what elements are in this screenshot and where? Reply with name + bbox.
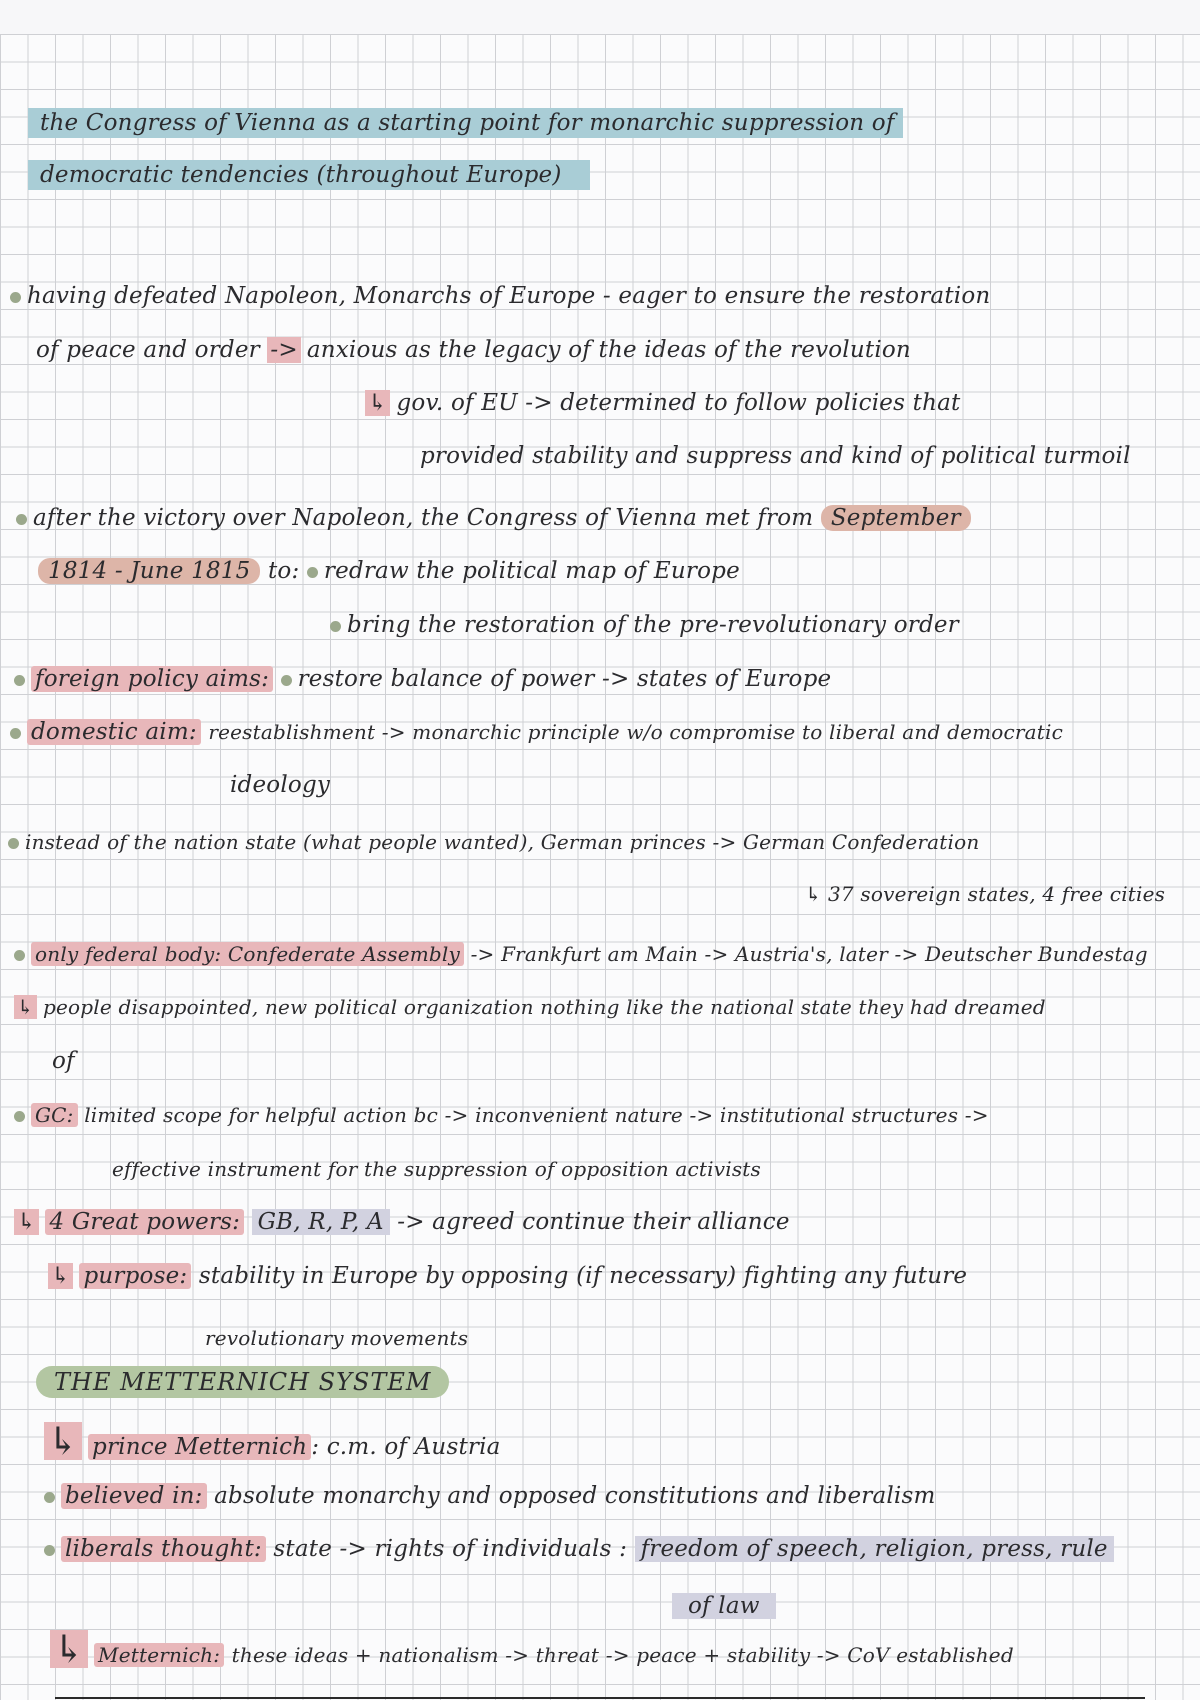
note-line: foreign policy aims: restore balance of power -> states of Europe	[14, 666, 831, 692]
note-line: of peace and order -> anxious as the legacy of the ideas of the revolution	[36, 337, 911, 363]
page-bottom-rule	[55, 1697, 1145, 1699]
bullet-icon	[10, 292, 21, 303]
sub-arrow-icon: ↳	[14, 995, 37, 1019]
bullet-icon	[44, 1492, 55, 1503]
note-line: ↳ prince Metternich : c.m. of Austria	[44, 1422, 501, 1460]
title-line-2: democratic tendencies (throughout Europe)	[28, 162, 590, 188]
bullet-icon	[14, 675, 25, 686]
sub-arrow-icon: ↳	[48, 1263, 73, 1289]
sub-arrow-icon: ↳	[44, 1422, 82, 1460]
bullet-icon	[281, 675, 292, 686]
title-line-1: the Congress of Vienna as a starting point for monarchic suppression of	[28, 110, 903, 136]
note-line: believed in: absolute monarchy and opposed constitutions and liberalism	[44, 1483, 936, 1509]
sub-arrow-icon: ↳	[365, 390, 390, 416]
note-line: liberals thought: state -> rights of individuals : freedom of speech, religion, press, rule	[44, 1536, 1114, 1562]
note-line: of law	[672, 1593, 776, 1619]
note-line: ↳ Metternich: these ideas + nationalism -> threat -> peace + stability -> CoV established	[50, 1630, 1014, 1668]
bullet-icon	[14, 1111, 25, 1122]
note-line: having defeated Napoleon, Monarchs of Europe - eager to ensure the restoration	[10, 283, 990, 309]
note-line: ideology	[230, 772, 331, 798]
section-heading: THE METTERNICH SYSTEM	[36, 1368, 449, 1396]
top-margin	[0, 0, 1200, 34]
note-line: provided stability and suppress and kind of political turmoil	[420, 443, 1131, 469]
note-line: ↳ 37 sovereign states, 4 free cities	[805, 882, 1166, 906]
note-line: ↳ gov. of EU -> determined to follow policies that	[365, 390, 960, 416]
note-line: instead of the nation state (what people wanted), German princes -> German Confederation	[8, 830, 979, 854]
arrow-icon: ->	[267, 337, 300, 363]
bullet-icon	[8, 838, 19, 849]
bullet-icon	[10, 728, 21, 739]
note-line: effective instrument for the suppression of opposition activists	[112, 1157, 762, 1181]
bullet-icon	[14, 950, 25, 961]
sub-arrow-icon: ↳	[14, 1209, 39, 1235]
note-line: ↳ purpose: stability in Europe by opposing (if necessary) fighting any future	[48, 1263, 967, 1289]
note-line: revolutionary movements	[205, 1326, 469, 1350]
note-line: ↳ 4 Great powers: GB, R, P, A -> agreed continue their alliance	[14, 1209, 790, 1235]
bullet-icon	[16, 514, 27, 525]
note-line: of	[52, 1048, 75, 1074]
sub-arrow-icon: ↳	[805, 882, 822, 906]
bullet-icon	[330, 621, 341, 632]
note-line: domestic aim: reestablishment -> monarchic principle w/o compromise to liberal and democratic	[10, 719, 1063, 745]
note-line: ↳ people disappointed, new political organization nothing like the national state they had dreamed	[14, 995, 1046, 1019]
sub-arrow-icon: ↳	[50, 1630, 88, 1668]
note-line: GC: limited scope for helpful action bc -> inconvenient nature -> institutional structures ->	[14, 1103, 989, 1127]
note-line: 1814 - June 1815 to: redraw the political map of Europe	[38, 558, 740, 584]
bullet-icon	[44, 1545, 55, 1556]
bullet-icon	[307, 567, 318, 578]
note-line: bring the restoration of the pre-revolutionary order	[330, 612, 959, 638]
note-line: after the victory over Napoleon, the Congress of Vienna met from September	[16, 505, 971, 531]
note-line: only federal body: Confederate Assembly -> Frankfurt am Main -> Austria's, later -> Deutscher Bundestag	[14, 942, 1148, 966]
